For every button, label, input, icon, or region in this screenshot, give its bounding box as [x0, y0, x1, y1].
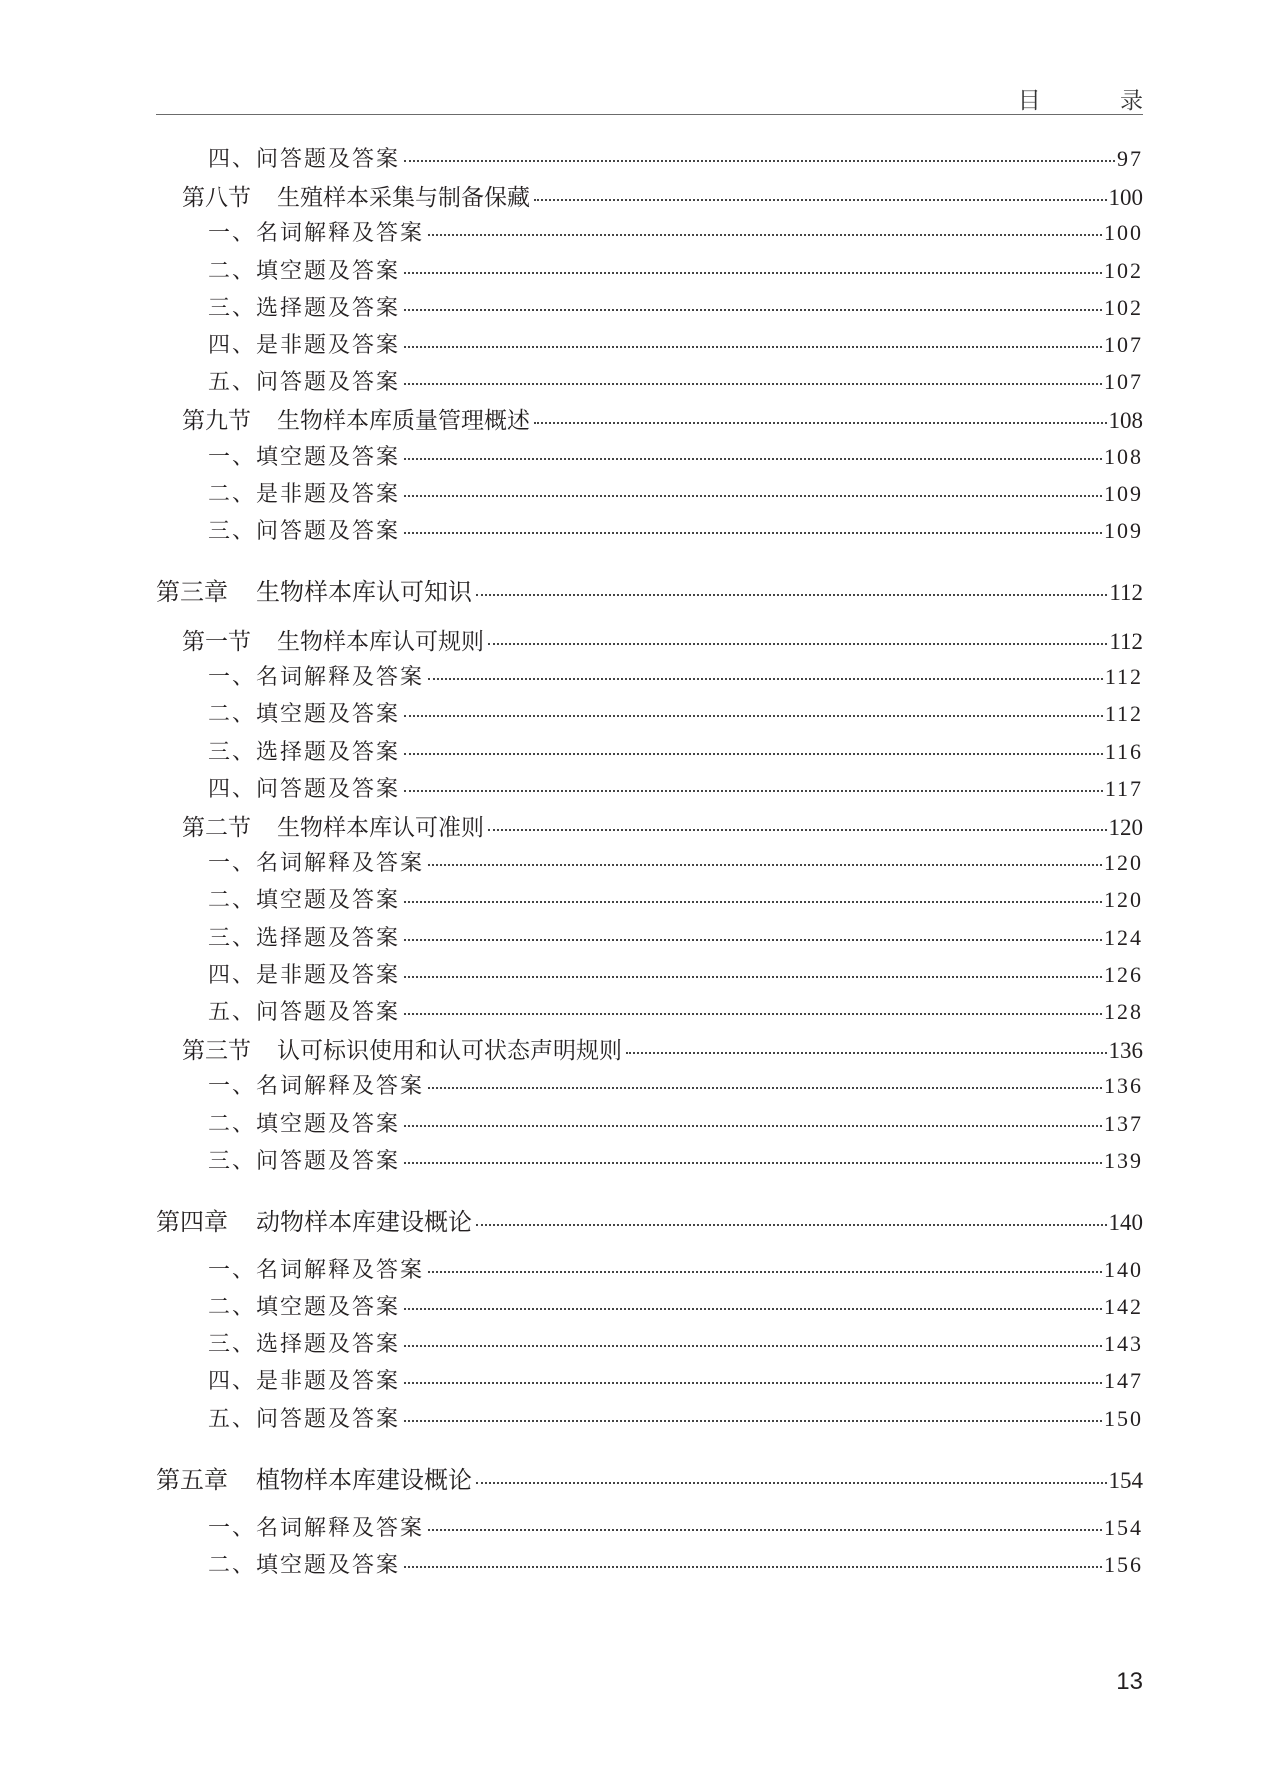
dot-leader	[404, 158, 1115, 162]
dot-leader	[404, 1011, 1102, 1015]
toc-page-number: 154	[1108, 1467, 1143, 1493]
toc-section-label	[182, 402, 530, 435]
toc-section-row[interactable]	[156, 623, 1143, 656]
toc-item-label	[208, 365, 400, 396]
toc-item-label	[208, 1511, 424, 1542]
toc-page-number: 139	[1104, 1147, 1143, 1173]
toc-page-number: 120	[1104, 887, 1143, 913]
dot-leader	[404, 493, 1102, 497]
dot-leader	[404, 1306, 1102, 1310]
toc-item-row[interactable]	[156, 216, 1143, 247]
toc-page-number: 137	[1104, 1110, 1143, 1136]
toc-page-number: 128	[1104, 999, 1143, 1024]
toc-item-row[interactable]	[156, 1402, 1143, 1433]
toc-item-row[interactable]	[156, 254, 1143, 285]
toc-item-label	[208, 1069, 424, 1100]
dot-leader	[404, 899, 1102, 903]
toc-page-number: 116	[1104, 738, 1143, 764]
dot-leader	[626, 1050, 1107, 1054]
toc-page-number: 150	[1104, 1405, 1143, 1431]
toc-item-row[interactable]	[156, 772, 1143, 803]
toc-chapter-row[interactable]	[156, 1460, 1143, 1495]
toc-page-number: 100	[1104, 220, 1143, 246]
toc-section-title: 生物样本库认可规则	[277, 629, 484, 655]
toc-item-row[interactable]	[156, 921, 1143, 952]
toc-item-title: 五、问答题及答案	[208, 1000, 401, 1025]
toc-item-row[interactable]	[156, 995, 1143, 1026]
toc-item-row[interactable]	[156, 660, 1143, 691]
toc-item-label	[208, 1364, 400, 1395]
toc-item-label	[208, 1548, 400, 1579]
toc-page-number: 107	[1104, 369, 1143, 395]
toc-page-number: 112	[1109, 580, 1143, 605]
toc-item-label	[208, 1144, 400, 1175]
toc-section-number: 第二节	[182, 815, 251, 841]
toc-section-number: 第一节	[182, 629, 251, 655]
toc-item-title: 一、名词解释及答案	[208, 851, 425, 877]
dot-leader	[404, 1380, 1102, 1384]
toc-item-label	[208, 216, 424, 247]
toc-item-label	[208, 1107, 400, 1138]
running-header	[156, 72, 1179, 115]
toc-item-row[interactable]	[156, 1069, 1143, 1100]
toc-chapter-number: 第五章	[156, 1465, 228, 1494]
toc-item-label	[208, 697, 400, 728]
dot-leader	[476, 1480, 1107, 1484]
toc-chapter-row[interactable]	[156, 572, 1143, 607]
toc-section-number: 第八节	[182, 185, 251, 212]
toc-item-title: 一、名词解释及答案	[208, 1515, 425, 1541]
toc-page-number: 112	[1109, 629, 1143, 654]
toc-section-row[interactable]	[156, 1032, 1143, 1065]
dot-leader	[428, 1085, 1102, 1089]
dot-leader	[428, 232, 1102, 236]
toc-item-label	[208, 1402, 400, 1433]
toc-item-title: 三、选择题及答案	[208, 1332, 401, 1358]
toc-item-label	[208, 514, 400, 545]
toc-page-number: 102	[1104, 257, 1143, 283]
toc-page-number: 108	[1108, 408, 1143, 434]
dot-leader	[404, 937, 1102, 941]
toc-item-row[interactable]	[156, 1364, 1143, 1395]
dot-leader	[534, 420, 1107, 424]
toc-item-title: 二、填空题及答案	[208, 1295, 401, 1320]
toc-page-number: 120	[1108, 815, 1143, 840]
toc-section-title: 认可标识使用和认可状态声明规则	[277, 1038, 622, 1065]
toc-chapter-title: 动物样本库建设概论	[256, 1207, 472, 1236]
toc-item-title: 四、是非题及答案	[208, 333, 401, 358]
header-title: 目 录	[1017, 88, 1179, 114]
toc-item-row[interactable]	[156, 1144, 1143, 1175]
toc-item-row[interactable]	[156, 883, 1143, 914]
toc-item-title: 五、问答题及答案	[208, 1406, 401, 1432]
toc-chapter-title: 植物样本库建设概论	[256, 1465, 472, 1494]
toc-item-label	[208, 440, 400, 471]
toc-page-number: 147	[1104, 1368, 1143, 1394]
toc-item-row[interactable]	[156, 1548, 1143, 1579]
dot-leader	[404, 307, 1102, 311]
toc-item-label	[208, 254, 400, 285]
toc-page-number: 97	[1117, 146, 1143, 171]
dot-leader	[488, 827, 1107, 831]
dot-leader	[404, 1123, 1102, 1127]
toc-item-title: 三、选择题及答案	[208, 295, 401, 321]
toc-item-title: 三、问答题及答案	[208, 1148, 401, 1174]
toc-section-row[interactable]	[156, 809, 1143, 842]
toc-item-title: 二、是非题及答案	[208, 481, 401, 507]
dot-leader	[404, 270, 1102, 274]
toc-item-title: 四、问答题及答案	[208, 147, 401, 172]
toc-item-row[interactable]	[156, 1327, 1143, 1358]
toc-item-row[interactable]	[156, 1107, 1143, 1138]
toc-item-row[interactable]	[156, 477, 1143, 508]
toc-section-label	[182, 179, 530, 212]
toc-chapter-title: 生物样本库认可知识	[256, 578, 472, 606]
toc-item-title: 一、填空题及答案	[208, 444, 401, 470]
toc-section-row[interactable]	[156, 179, 1143, 212]
toc-item-title: 二、填空题及答案	[208, 1552, 401, 1578]
dot-leader	[428, 676, 1103, 680]
toc-section-number: 第九节	[182, 408, 251, 435]
toc-item-row[interactable]	[156, 846, 1143, 877]
toc-page-number: 124	[1104, 924, 1143, 950]
dot-leader	[404, 456, 1102, 460]
dot-leader	[488, 641, 1107, 645]
dot-leader	[404, 344, 1102, 348]
toc-item-label	[208, 921, 400, 952]
dot-leader	[476, 1222, 1107, 1226]
toc-page-number: 102	[1104, 294, 1143, 320]
toc-item-label	[208, 846, 424, 877]
toc-item-label	[208, 328, 400, 359]
toc-item-label	[208, 1290, 400, 1321]
toc-page-number: 142	[1104, 1294, 1143, 1319]
toc-item-title: 一、名词解释及答案	[208, 665, 425, 691]
dot-leader	[404, 530, 1102, 534]
dot-leader	[428, 1269, 1102, 1273]
toc-item-label	[208, 1327, 400, 1358]
dot-leader	[404, 751, 1103, 755]
toc-item-row[interactable]	[156, 365, 1143, 396]
toc-item-title: 二、填空题及答案	[208, 888, 401, 914]
toc-item-title: 二、填空题及答案	[208, 702, 401, 728]
toc-page-number: 107	[1104, 332, 1143, 357]
toc-item-label	[208, 477, 400, 508]
toc-page-number: 120	[1104, 850, 1143, 876]
dot-leader	[404, 788, 1103, 792]
toc-section-label	[182, 1032, 622, 1065]
toc-section-row[interactable]	[156, 402, 1143, 435]
toc-item-label	[208, 142, 400, 173]
toc-item-title: 四、问答题及答案	[208, 776, 401, 802]
toc-item-label	[208, 995, 400, 1026]
toc-section-label	[182, 809, 484, 842]
toc-page-number: 154	[1104, 1514, 1143, 1540]
toc-page-number: 117	[1104, 775, 1143, 801]
toc-item-title: 一、名词解释及答案	[208, 221, 425, 247]
dot-leader	[404, 974, 1102, 978]
dot-leader	[404, 1343, 1102, 1347]
toc-page-number: 143	[1104, 1331, 1143, 1357]
toc-item-label	[208, 291, 400, 322]
toc-item-title: 三、选择题及答案	[208, 739, 401, 765]
toc-chapter-label	[156, 1202, 472, 1237]
page-number: 13	[1116, 1668, 1143, 1695]
toc-page-number: 109	[1104, 480, 1143, 506]
toc-item-row[interactable]	[156, 1511, 1143, 1542]
dot-leader	[404, 1418, 1102, 1422]
dot-leader	[428, 1527, 1102, 1531]
dot-leader	[404, 381, 1102, 385]
toc-section-label	[182, 623, 484, 656]
dot-leader	[428, 862, 1102, 866]
toc-item-row[interactable]	[156, 440, 1143, 471]
toc-page-number: 136	[1104, 1073, 1143, 1099]
toc-page-number: 140	[1108, 1209, 1143, 1235]
toc-item-row[interactable]	[156, 958, 1143, 989]
toc-item-title: 五、问答题及答案	[208, 370, 401, 396]
toc-page-number: 136	[1108, 1038, 1143, 1064]
toc-section-title: 生殖样本采集与制备保藏	[277, 185, 530, 212]
dot-leader	[404, 1160, 1102, 1164]
toc-item-title: 一、名词解释及答案	[208, 1257, 425, 1283]
toc-item-row[interactable]	[156, 697, 1143, 728]
toc-item-label	[208, 735, 400, 766]
toc-item-row[interactable]	[156, 1290, 1143, 1321]
toc-item-title: 四、是非题及答案	[208, 1369, 401, 1395]
toc-item-title: 二、填空题及答案	[208, 258, 401, 284]
toc-chapter-number: 第四章	[156, 1207, 228, 1236]
toc-item-row[interactable]	[156, 735, 1143, 766]
toc-item-title: 二、填空题及答案	[208, 1111, 401, 1137]
toc-page-number: 156	[1104, 1551, 1143, 1577]
toc-chapter-label	[156, 1460, 472, 1495]
toc-item-row[interactable]	[156, 142, 1143, 173]
toc-item-row[interactable]	[156, 328, 1143, 359]
dot-leader	[404, 1564, 1102, 1568]
toc-chapter-label	[156, 572, 472, 607]
dot-leader	[534, 197, 1107, 201]
toc-item-title: 三、选择题及答案	[208, 925, 401, 951]
toc-item-label	[208, 958, 400, 989]
toc-page-number: 109	[1104, 518, 1143, 543]
toc-section-title: 生物样本库质量管理概述	[277, 408, 530, 435]
toc-section-title: 生物样本库认可准则	[277, 815, 484, 841]
toc-item-label	[208, 660, 424, 691]
dot-leader	[476, 592, 1107, 596]
toc-page-number: 112	[1104, 701, 1143, 727]
toc-page-number: 126	[1104, 961, 1143, 987]
toc-page-number: 140	[1104, 1256, 1143, 1282]
toc-page-number: 108	[1104, 443, 1143, 469]
toc-section-number: 第三节	[182, 1038, 251, 1065]
toc-item-row[interactable]	[156, 291, 1143, 322]
toc-item-title: 三、问答题及答案	[208, 519, 401, 544]
toc-chapter-row[interactable]	[156, 1202, 1143, 1237]
toc-page-number: 100	[1108, 185, 1143, 211]
toc-item-title: 一、名词解释及答案	[208, 1074, 425, 1100]
toc-item-title: 四、是非题及答案	[208, 962, 401, 988]
toc-item-row[interactable]	[156, 1253, 1143, 1284]
toc-item-label	[208, 883, 400, 914]
toc-chapter-number: 第三章	[156, 578, 228, 606]
toc-page-number: 112	[1104, 664, 1143, 690]
toc-item-label	[208, 772, 400, 803]
toc-item-row[interactable]	[156, 514, 1143, 545]
toc-item-label	[208, 1253, 424, 1284]
dot-leader	[404, 713, 1103, 717]
